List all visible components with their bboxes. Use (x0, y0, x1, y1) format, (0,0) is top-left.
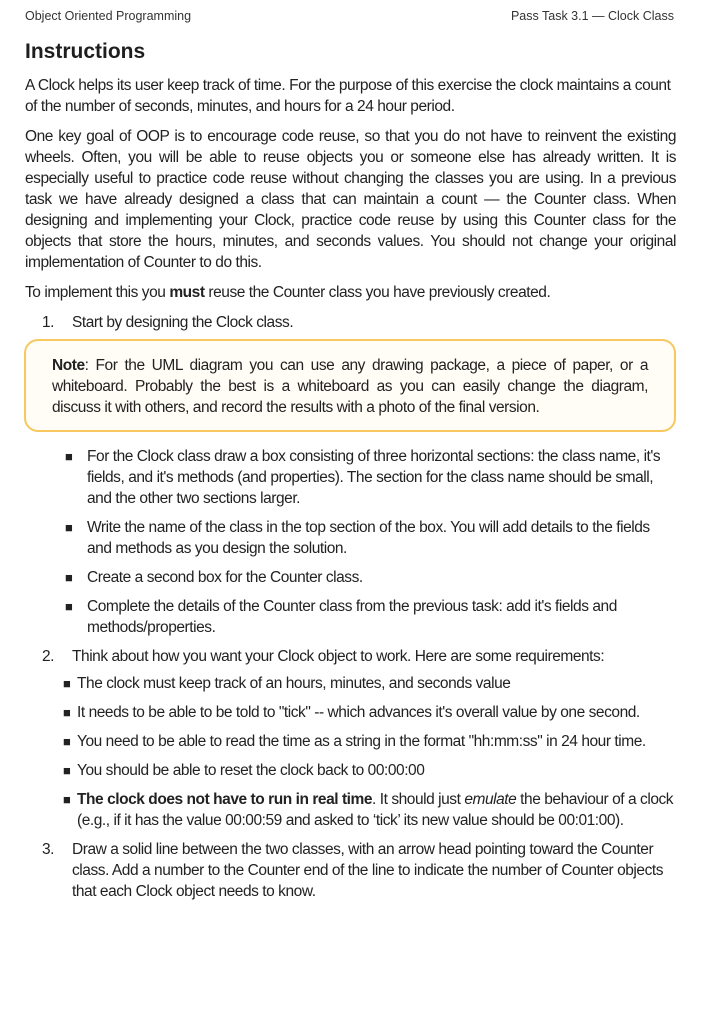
step-3 (25, 839, 676, 902)
bullet-icon: ■ (63, 763, 71, 778)
list-item: ■ It needs to be able to be told to "tick" -- which advances it's overall value by one second. (63, 704, 640, 721)
step-number: 1. (42, 314, 55, 331)
note-label: Note (52, 357, 85, 374)
list-item: ■ Create a second box for the Counter class. (65, 569, 363, 586)
step-text: Start by designing the Clock class. (72, 314, 294, 331)
step-2 (25, 646, 676, 831)
bullet-icon: ■ (63, 734, 71, 749)
list-item: ■ The clock does not have to run in real time. It should just emulate the behaviour of a clock (e.g., if it has the value 00:00:59 and asked to ‘tick’ its new value should be 00:01:00). (63, 791, 674, 829)
list-item: ■ For the Clock class draw a box consisting of three horizontal sections: the class name, it's fields, and it's methods (and properties). The section for the class name should be small, and the other two sections larger. (65, 448, 661, 507)
steps-list (25, 312, 676, 902)
must-emphasis: must (169, 284, 205, 301)
instructions-body (25, 75, 676, 908)
bullet-icon: ■ (63, 705, 71, 720)
list-item: ■ You need to be able to read the time as a string in the format "hh:mm:ss" in 24 hour time. (63, 733, 646, 750)
bullet-icon: ■ (63, 676, 71, 691)
bullet-icon: ■ (65, 520, 73, 535)
note-text: : For the UML diagram you can use any drawing package, a piece of paper, or a whiteboard. Probably the best is a whiteboard as you can easily change the diagram, discuss it with others, and record the results with a photo of the final version. (52, 357, 648, 416)
bullet-icon: ■ (65, 449, 73, 464)
step-2-bullets (63, 673, 676, 831)
list-item: ■ Complete the details of the Counter class from the previous task: add it's fields and methods/properties. (65, 598, 617, 636)
step-1 (25, 312, 676, 638)
note-box (24, 339, 676, 432)
list-item: ■ The clock must keep track of an hours, minutes, and seconds value (63, 675, 511, 692)
list-item: ■ You should be able to reset the clock back to 00:00:00 (63, 762, 425, 779)
code-reuse-paragraph: One key goal of OOP is to encourage code reuse, so that you do not have to reinvent the existing wheels. Often, you will be able to reuse objects you or someone else has already written. It is especially useful to practice code reuse without changing the classes you are using. In a previous task we have already designed a class that can maintain a count — the Counter class. When designing and implementing your Clock, practice code reuse by using this Counter class for the objects that store the hours, minutes, and seconds values. You should not change your original implementation of Counter to do this. (25, 128, 676, 271)
section-heading: Instructions (25, 40, 146, 63)
list-item: ■ Write the name of the class in the top section of the box. You will add details to the fields and methods as you design the solution. (65, 519, 650, 557)
page-header (25, 9, 674, 27)
implement-paragraph: To implement this you must reuse the Counter class you have previously created. (25, 284, 551, 301)
bullet-icon: ■ (65, 570, 73, 585)
bullet-icon: ■ (65, 599, 73, 614)
step-text: Draw a solid line between the two classes, with an arrow head pointing toward the Counter class. Add a number to the Counter end of the line to indicate the number of Counter objects that each Clock object needs to know. (72, 841, 664, 900)
step-number: 3. (42, 841, 55, 858)
course-title: Object Oriented Programming (25, 9, 192, 23)
step-number: 2. (42, 648, 55, 665)
task-title: Pass Task 3.1 — Clock Class (510, 9, 674, 23)
intro-paragraph: A Clock helps its user keep track of time. For the purpose of this exercise the clock maintains a count of the number of seconds, minutes, and hours for a 24 hour period. (25, 77, 671, 115)
step-1-bullets (25, 446, 676, 638)
step-text: Think about how you want your Clock object to work. Here are some requirements: (72, 648, 605, 665)
bullet-icon: ■ (63, 792, 71, 807)
